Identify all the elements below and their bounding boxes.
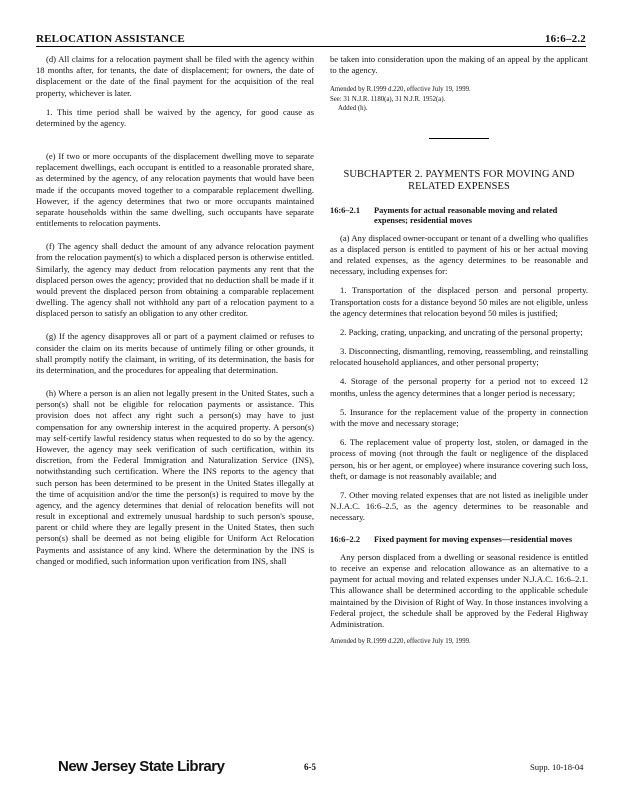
- paragraph-d: (d) All claims for a relocation payment shall be filed with the agency within 18 months after, for tenants, the date of displacement; for owners, the date of displacement or the date of the final payment for the acquisition of the real property, whichever is later.: [36, 54, 314, 98]
- amendment-line: See: 31 N.J.R. 1180(a), 31 N.J.R. 1952(a).: [330, 95, 446, 103]
- section-heading: [330, 535, 588, 546]
- paragraph-g: (g) If the agency disapproves all or part of a payment claimed or refuses to consider the claim on its merits because of untimely filing or other grounds, it shall promptly notify the claimant, in writing, of its determination, the basis for its determination, and the procedures for appealing that determination.: [36, 331, 314, 375]
- header-title: RELOCATION ASSISTANCE: [36, 33, 185, 45]
- section-body: Any person displaced from a dwelling or seasonal residence is entitled to receive an expense and relocation allowance as an alternative to a payment for actual moving and related expenses under N.J.A.C. 16:6–2.1. This allowance shall be determined according to the applicable schedule maintained by the Division of Right of Way. In those instances involving a Federal project, the schedule shall be approved by the Federal Highway Administration.: [330, 551, 588, 629]
- list-item: 5. Insurance for the replacement value of the property in connection with the move and necessary storage;: [330, 406, 588, 428]
- subchapter-heading: [330, 169, 588, 194]
- subchapter-heading-line: SUBCHAPTER 2. PAYMENTS FOR MOVING AND: [343, 168, 575, 180]
- section-heading: [330, 206, 588, 227]
- list-item: 2. Packing, crating, unpacking, and uncrating of the personal property;: [340, 326, 583, 337]
- list-item: 4. Storage of the personal property for a period not to exceed 12 months, unless the agency determines that a longer period is necessary;: [330, 376, 588, 398]
- amendment-note-1: [330, 86, 588, 113]
- library-watermark: New Jersey State Library: [58, 758, 225, 775]
- header-section-number: 16:6–2.2: [544, 33, 586, 45]
- section-number: 16:6–2.2: [330, 535, 361, 545]
- paragraph-h-continued: be taken into consideration upon the making of an appeal by the applicant to the agency.: [330, 54, 588, 76]
- paragraph-h: (h) Where a person is an alien not legally present in the United States, such a person(s) shall not be eligible for relocation payments or assistance. This provision does not affect any right such a person(s) may have to just compensation for any ownership interest in the acquired property. A person(s) may self-certify lawful residency status when requested to do so by the agency. However, the agency may seek verification of such certification, within its discretion, from the Federal Immigration and Naturalization Service (INS), notwithstanding such certification. Where the INS reports to the agency that such person has been determined to be present in the United States illegally at the time of acquisition and/or the time the person(s) is required to move by the agency, and the agency determines that denial of relocation benefits will not result in exceptional and extremely unusual hardship to such person's spouse, parent or child where they are legally present in the United States, then such person(s) shall be deemed as not being eligible for Uniform Act Relocation Payments and assistance of any kind. Where the determination by the INS is changed or modified, such information upon verification from INS, shall: [36, 388, 314, 566]
- paragraph-e: (e) If two or more occupants of the displacement dwelling move to separate replacement dwellings, each occupant is entitled to a reasonable prorated share, as determined by the agency, of any relocation payments that would have been made if the occupants moved together to a comparable replacement dwelling. However, if the agency determines that two or more occupants maintained separate households within the same dwelling, such occupants have separate entitlements to relocation payments.: [36, 151, 314, 229]
- paragraph-d-1: 1. This time period shall be waived by the agency, for good cause as determined by the agency.: [36, 106, 314, 128]
- list-item: 3. Disconnecting, dismantling, removing, reassembling, and reinstalling relocated household appliances, and other personal property;: [330, 346, 588, 368]
- right-column: [330, 54, 588, 648]
- section-title: Fixed payment for moving expenses—residential moves: [374, 535, 573, 545]
- list-item: 6. The replacement value of property lost, stolen, or damaged in the process of moving (not through the fault or negligence of the displaced person, his or her agent, or employee) where insurance covering such loss, theft, or damage is not reasonably available; and: [330, 437, 588, 481]
- list-item: 1. Transportation of the displaced person and personal property. Transportation costs for a distance beyond 50 miles are not eligible, unless the agency determines that relocation beyond 50 miles is justified;: [330, 285, 588, 318]
- left-column: [36, 54, 314, 575]
- supplement-date: Supp. 10-18-04: [530, 762, 584, 772]
- section-divider: [429, 138, 489, 139]
- amendment-note-2: Amended by R.1999 d.220, effective July 19, 1999.: [330, 638, 471, 646]
- running-header: [36, 33, 586, 47]
- list-item: 7. Other moving related expenses that are not listed as ineligible under N.J.A.C. 16:6–2.5, as the agency determines to be reasonable and necessary.: [330, 489, 588, 523]
- paragraph-f: (f) The agency shall deduct the amount of any advance relocation payment from the relocation payment(s) to which a displaced person is otherwise entitled. Similarly, the agency may deduct from relocation payments any rent that the displaced person owes the agency; provided that no deduction shall be made if it would prevent the displaced person from obtaining a comparable replacement dwelling. The agency shall not withhold any part of a relocation payment to a displaced person to satisfy an obligation to any other creditor.: [36, 241, 314, 319]
- amendment-line: Added (h).: [338, 105, 368, 113]
- section-title: Payments for actual reasonable moving and related expenses; residential moves: [374, 205, 558, 226]
- amendment-line: Amended by R.1999 d.220, effective July 19, 1999.: [330, 86, 471, 94]
- section-number: 16:6–2.1: [330, 205, 361, 215]
- page-number: 6-5: [304, 762, 316, 772]
- subchapter-heading-line: RELATED EXPENSES: [408, 181, 510, 193]
- paragraph-a: (a) Any displaced owner-occupant or tenant of a dwelling who qualifies as a displaced person is entitled to payment of his or her actual moving and related expenses, as the agency determines to be reasonable and necessary, including expenses for:: [330, 232, 588, 277]
